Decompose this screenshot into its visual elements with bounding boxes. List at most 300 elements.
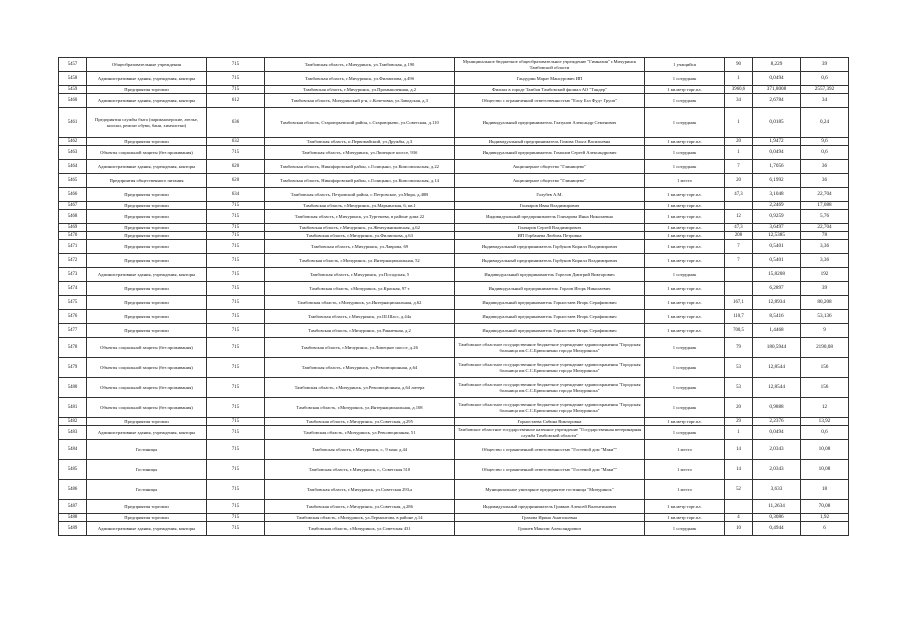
quantity-cell: 53	[725, 358, 753, 378]
owner-name-cell: Индивидуальный предприниматель Горностаев Игорь Серафимович	[455, 324, 645, 338]
owner-name-cell: Индивидуальный предприниматель Горбунов Кирилл Владимирович	[455, 240, 645, 254]
table-row	[59, 480, 849, 500]
row-number-cell: 5479	[59, 358, 87, 378]
annual-mass-cell: 36	[801, 160, 849, 174]
owner-name-cell: Тамбовское областное государственное бюджетное учреждение здравоохранения "Городская больница им.С.С.Брюхоненко города Мичуринска"	[455, 398, 645, 418]
facility-type-cell: Объекты социальной защиты (без проживания)	[87, 146, 207, 160]
address-cell: Тамбовская область, п.Первомайский, ул.Дружбы, д.3	[265, 138, 455, 146]
annual-mass-cell: 18	[801, 480, 849, 500]
facility-type-cell: Предприятия торговли	[87, 324, 207, 338]
area-code-cell: 715	[207, 338, 265, 358]
unit-of-measure-cell: 1 сотрудник	[645, 146, 725, 160]
unit-of-measure-cell: 1 кв.метр торг.пл.	[645, 310, 725, 324]
facility-type-cell: Предприятия торговли	[87, 254, 207, 268]
owner-name-cell: Муниципальное унитарное предприятие гостиница "Мичуринск"	[455, 480, 645, 500]
area-code-cell: 715	[207, 240, 265, 254]
facility-type-cell: Общеобразовательные учреждения	[87, 58, 207, 72]
owner-name-cell: Грошев Максим Александрович	[455, 522, 645, 536]
owner-name-cell: Тамбовское областное государственное казенное учреждение "Государственная ветеринарная служба Тамбовской области"	[455, 426, 645, 440]
unit-of-measure-cell: 1 кв.метр торг.пл.	[645, 296, 725, 310]
facility-type-cell: Предприятия торговли	[87, 500, 207, 514]
facility-type-cell: Предприятия торговли	[87, 138, 207, 146]
unit-of-measure-cell: 1 сотрудник	[645, 72, 725, 86]
table-row	[59, 58, 849, 72]
row-number-cell: 5480	[59, 378, 87, 398]
area-code-cell: 715	[207, 440, 265, 460]
area-code-cell: 715	[207, 398, 265, 418]
annual-mass-cell: 0,6	[801, 72, 849, 86]
owner-name-cell: Общество с ограниченной ответственностью "Елоу Бэл Фуд+ Групп"	[455, 94, 645, 108]
quantity-cell: 208	[725, 232, 753, 240]
annual-mass-cell: 2557,392	[801, 86, 849, 94]
address-cell: Тамбовская область, Староюрьевский район, с.Староюрьево, ул.Советская, д.110	[265, 108, 455, 138]
quantity-cell: 1	[725, 146, 753, 160]
facility-type-cell: Административные здания, учреждения, конторы	[87, 426, 207, 440]
owner-name-cell: ИП Горбанева Любовь Петровна	[455, 232, 645, 240]
quantity-cell: 167,1	[725, 296, 753, 310]
row-number-cell: 5486	[59, 480, 87, 500]
annual-mass-cell: 78	[801, 232, 849, 240]
area-code-cell: 715	[207, 86, 265, 94]
row-number-cell: 5482	[59, 418, 87, 426]
unit-of-measure-cell: 1 место	[645, 460, 725, 480]
row-number-cell: 5462	[59, 138, 87, 146]
facility-type-cell: Административные здания, учреждения, конторы	[87, 160, 207, 174]
address-cell: Тамбовская область, г.Мичуринск, ул.Интернациональная, 52	[265, 254, 455, 268]
area-code-cell: 632	[207, 138, 265, 146]
facility-type-cell: Предприятия торговли	[87, 282, 207, 296]
unit-of-measure-cell: 1 кв.метр торг.пл.	[645, 282, 725, 296]
row-number-cell: 5457	[59, 58, 87, 72]
facility-type-cell: Предприятия службы быта (парикмахерские, ателье, киоски, ремонт обуви, бани, химчистки)	[87, 108, 207, 138]
annual-mass-cell: 0,24	[801, 108, 849, 138]
unit-of-measure-cell: 1 кв.метр торг.пл.	[645, 202, 725, 210]
address-cell: Тамбовская область, Мичуринский р-н, с.Кочетовка, ул.Заводская, д.3	[265, 94, 455, 108]
table-row	[59, 440, 849, 460]
address-cell: Тамбовская область, г.Мичуринск, ул.Советская, д.286	[265, 500, 455, 514]
address-cell: Тамбовская область, г.Мичуринск, г., 9 маяс д.44	[265, 440, 455, 460]
address-cell: Тамбовская область, г.Мичуринск, ул.Ш.Шасс, д.44а	[265, 310, 455, 324]
unit-of-measure-cell: 1 кв.метр торг.пл.	[645, 324, 725, 338]
owner-name-cell: Общество с ограниченной ответственностью "Гостевой дом "Маки""	[455, 440, 645, 460]
address-cell: Тамбовская область, г.Мичуринск, ул.Липецкое шоссе, д.26	[265, 338, 455, 358]
table-body	[59, 58, 849, 536]
facility-type-cell: Предприятия торговли	[87, 296, 207, 310]
table-row	[59, 426, 849, 440]
quantity-cell: 700,5	[725, 324, 753, 338]
facility-type-cell: Гостиницы	[87, 460, 207, 480]
table-row	[59, 398, 849, 418]
row-number-cell: 5470	[59, 232, 87, 240]
area-code-cell: 715	[207, 500, 265, 514]
owner-name-cell: Индивидуальный предприниматель Горлов Игорь Николаевич	[455, 282, 645, 296]
table-row	[59, 174, 849, 188]
row-number-cell: 5460	[59, 94, 87, 108]
table-row	[59, 268, 849, 282]
owner-name-cell: Индивидуальный предприниматель Гомонов Сергей Александрович	[455, 146, 645, 160]
address-cell: Тамбовская область, Петровский район, с.Петровское, ул.Мира, д.48В	[265, 188, 455, 202]
annual-mass-cell: 156	[801, 358, 849, 378]
quantity-cell	[725, 282, 753, 296]
annual-volume-cell: 0,4944	[753, 522, 801, 536]
address-cell: Тамбовская область, г.Мичуринск, ул.Интернациональная, д.108	[265, 398, 455, 418]
owner-name-cell: Акционерное общество "Глинищево"	[455, 174, 645, 188]
area-code-cell: 715	[207, 268, 265, 282]
annual-volume-cell: 3,633	[753, 480, 801, 500]
annual-mass-cell: 3,36	[801, 254, 849, 268]
table-row	[59, 522, 849, 536]
quantity-cell: 110,7	[725, 310, 753, 324]
row-number-cell: 5483	[59, 426, 87, 440]
annual-mass-cell: 2190,08	[801, 338, 849, 358]
table-row	[59, 324, 849, 338]
table-row	[59, 210, 849, 224]
table-row	[59, 310, 849, 324]
annual-volume-cell: 2,0343	[753, 440, 801, 460]
owner-name-cell: Горностаева Сабина Викторовна	[455, 418, 645, 426]
quantity-cell: 7	[725, 240, 753, 254]
address-cell: Тамбовская область, г.Мичуринск, ул.Советская 293,а	[265, 480, 455, 500]
facility-type-cell: Административные здания, учреждения, конторы	[87, 72, 207, 86]
annual-mass-cell: 3,36	[801, 240, 849, 254]
table-row	[59, 418, 849, 426]
facility-type-cell: Предприятия торговли	[87, 514, 207, 522]
area-code-cell: 715	[207, 254, 265, 268]
annual-volume-cell: 0,9259	[753, 210, 801, 224]
quantity-cell: 4	[725, 514, 753, 522]
annual-volume-cell: 2,2469	[753, 202, 801, 210]
address-cell: Тамбовская область, г.Мичуринск, ул.Жемчужниковская, д.62	[265, 224, 455, 232]
annual-volume-cell: 3,6497	[753, 224, 801, 232]
address-cell: Тамбовская область, г.Мичуринск, ул.Липецкое шоссе, 93б	[265, 146, 455, 160]
owner-name-cell: Индивидуальный предприниматель Гравков Алексей Валентинович	[455, 500, 645, 514]
annual-mass-cell: 39	[801, 58, 849, 72]
annual-volume-cell: 15,8208	[753, 268, 801, 282]
quantity-cell: 1	[725, 72, 753, 86]
area-code-cell: 715	[207, 146, 265, 160]
row-number-cell: 5476	[59, 310, 87, 324]
quantity-cell: 34	[725, 94, 753, 108]
owner-name-cell: Голубев А.М.	[455, 188, 645, 202]
address-cell: Тамбовская область, г.Мичуринск, ул.Марьинская, 6, кв.1	[265, 202, 455, 210]
unit-of-measure-cell: 1 место	[645, 440, 725, 460]
unit-of-measure-cell: 1 сотрудник	[645, 94, 725, 108]
annual-volume-cell: 2,0343	[753, 460, 801, 480]
quantity-cell: 20	[725, 174, 753, 188]
quantity-cell	[725, 500, 753, 514]
table-row	[59, 86, 849, 94]
owner-name-cell: Муниципальное бюджетное общеобразовательное учреждение "Гимназия" г.Мичуринск Тамбовской области	[455, 58, 645, 72]
facility-type-cell: Объекты социальной защиты (без проживания)	[87, 338, 207, 358]
row-number-cell: 5469	[59, 224, 87, 232]
row-number-cell: 5489	[59, 522, 87, 536]
table-row	[59, 188, 849, 202]
table-row	[59, 94, 849, 108]
unit-of-measure-cell: 1 сотрудник	[645, 338, 725, 358]
facility-type-cell: Предприятия торговли	[87, 418, 207, 426]
annual-mass-cell: 156	[801, 378, 849, 398]
area-code-cell: 715	[207, 460, 265, 480]
annual-mass-cell: 70,08	[801, 500, 849, 514]
owner-name-cell: Индивидуальный предприниматель Горностаев Игорь Серафимович	[455, 296, 645, 310]
quantity-cell: 20	[725, 138, 753, 146]
annual-volume-cell: 180,5944	[753, 338, 801, 358]
unit-of-measure-cell: 1 кв.метр торг.пл.	[645, 138, 725, 146]
quantity-cell: 52	[725, 480, 753, 500]
annual-volume-cell: 3,1048	[753, 188, 801, 202]
area-code-cell: 715	[207, 282, 265, 296]
annual-volume-cell: 0,0185	[753, 108, 801, 138]
unit-of-measure-cell: 1 место	[645, 174, 725, 188]
table-row	[59, 138, 849, 146]
quantity-cell: 29	[725, 418, 753, 426]
area-code-cell: 715	[207, 418, 265, 426]
annual-volume-cell: 0,0494	[753, 426, 801, 440]
address-cell: Тамбовская область, г.Мичуринск, ул.Революционная, д.64 литера	[265, 378, 455, 398]
quantity-cell: 1	[725, 426, 753, 440]
owner-name-cell: Тамбовское областное государственное бюджетное учреждение здравоохранения "Городская больница им.С.С.Брюхоненко города Мичуринска"	[455, 338, 645, 358]
area-code-cell: 715	[207, 324, 265, 338]
annual-mass-cell: 9	[801, 324, 849, 338]
facility-type-cell: Предприятия торговли	[87, 188, 207, 202]
address-cell: Тамбовская область, г.Мичуринск, ул.Красная, 97 т	[265, 282, 455, 296]
address-cell: Тамбовская область, г.Мичуринск, ул.Лермонтова, в районе д.14	[265, 514, 455, 522]
row-number-cell: 5477	[59, 324, 87, 338]
facility-type-cell: Гостиницы	[87, 440, 207, 460]
owner-name-cell: Тамбовское областное государственное бюджетное учреждение здравоохранения "Городская больница им.С.С.Брюхоненко города Мичуринска"	[455, 358, 645, 378]
annual-volume-cell: 12,8934	[753, 296, 801, 310]
facility-type-cell: Предприятия торговли	[87, 224, 207, 232]
unit-of-measure-cell: 1 кв.метр торг.пл.	[645, 500, 725, 514]
facility-type-cell: Объекты социальной защиты (без проживания)	[87, 378, 207, 398]
address-cell: Тамбовская область, г.Мичуринск, ул.Революционная, 51	[265, 426, 455, 440]
annual-volume-cell: 1,9472	[753, 138, 801, 146]
annual-volume-cell: 0,5401	[753, 254, 801, 268]
facility-type-cell: Административные здания, учреждения, конторы	[87, 94, 207, 108]
row-number-cell: 5468	[59, 210, 87, 224]
unit-of-measure-cell: 1 сотрудник	[645, 522, 725, 536]
area-code-cell: 715	[207, 202, 265, 210]
unit-of-measure-cell: 1 кв.метр торг.пл.	[645, 514, 725, 522]
annual-volume-cell: 371,8008	[753, 86, 801, 94]
area-code-cell: 715	[207, 480, 265, 500]
annual-mass-cell: 5,76	[801, 210, 849, 224]
annual-volume-cell: 0,9888	[753, 398, 801, 418]
area-code-cell: 715	[207, 296, 265, 310]
registry-table	[58, 57, 849, 536]
address-cell: Тамбовская область, Никифоровский район, с.Голицыно, ул.Комсомольская, д.14	[265, 174, 455, 188]
unit-of-measure-cell: 1 кв.метр торг.пл.	[645, 188, 725, 202]
quantity-cell: 14	[725, 460, 753, 480]
owner-name-cell: Индивидуальный предприниматель Горелов Дмитрий Викторович	[455, 268, 645, 282]
unit-of-measure-cell: 1 сотрудник	[645, 426, 725, 440]
annual-volume-cell: 1,7056	[753, 160, 801, 174]
facility-type-cell: Предприятия торговли	[87, 210, 207, 224]
table-row	[59, 108, 849, 138]
quantity-cell: 79	[725, 338, 753, 358]
facility-type-cell: Предприятия общественного питания	[87, 174, 207, 188]
quantity-cell: 47,3	[725, 188, 753, 202]
owner-name-cell: Индивидуальный предприниматель Горбунов Кирилл Владимирович	[455, 254, 645, 268]
row-number-cell: 5484	[59, 440, 87, 460]
quantity-cell: 53	[725, 378, 753, 398]
facility-type-cell: Объекты социальной защиты (без проживания)	[87, 358, 207, 378]
row-number-cell: 5473	[59, 268, 87, 282]
annual-volume-cell: 2,2376	[753, 418, 801, 426]
quantity-cell: 10	[725, 522, 753, 536]
area-code-cell: 715	[207, 224, 265, 232]
row-number-cell: 5478	[59, 338, 87, 358]
owner-name-cell: Гончаров Иван Владимирович	[455, 202, 645, 210]
table-row	[59, 500, 849, 514]
quantity-cell: 7	[725, 254, 753, 268]
address-cell: Тамбовская область, г.Мичуринск, ул.Посадская, 5	[265, 268, 455, 282]
owner-name-cell: Индивидуальный предприниматель Глазунов Александр Семенович	[455, 108, 645, 138]
area-code-cell: 620	[207, 160, 265, 174]
owner-name-cell: Гончаров Сергей Владимирович	[455, 224, 645, 232]
table-row	[59, 160, 849, 174]
address-cell: Тамбовская область, г.Мичуринск, ул.Раннечная, д.2	[265, 324, 455, 338]
annual-mass-cell: 6	[801, 522, 849, 536]
row-number-cell: 5463	[59, 146, 87, 160]
area-code-cell: 715	[207, 72, 265, 86]
annual-mass-cell: 10,08	[801, 460, 849, 480]
annual-volume-cell: 8,229	[753, 58, 801, 72]
owner-name-cell: Грахова Ирина Анатольевна	[455, 514, 645, 522]
annual-volume-cell: 0,5401	[753, 240, 801, 254]
unit-of-measure-cell: 1 кв.метр торг.пл.	[645, 86, 725, 94]
annual-volume-cell: 0,0494	[753, 72, 801, 86]
row-number-cell: 5465	[59, 174, 87, 188]
annual-mass-cell: 53,136	[801, 310, 849, 324]
address-cell: Тамбовская область, г.Мичуринск, ул.Советская, д.295	[265, 418, 455, 426]
annual-mass-cell: 12	[801, 398, 849, 418]
address-cell: Тамбовская область, г.Мичуринск, ул.Революционная, д.64	[265, 358, 455, 378]
unit-of-measure-cell: 1 учащийся	[645, 58, 725, 72]
row-number-cell: 5487	[59, 500, 87, 514]
address-cell: Тамбовская область, Никифоровский район, с.Голицыно, ул.Комсомольская, д.22	[265, 160, 455, 174]
row-number-cell: 5474	[59, 282, 87, 296]
table-row	[59, 146, 849, 160]
table-row	[59, 232, 849, 240]
annual-mass-cell: 17,088	[801, 202, 849, 210]
annual-volume-cell: 0,3086	[753, 514, 801, 522]
row-number-cell: 5488	[59, 514, 87, 522]
facility-type-cell: Административные здания, учреждения, конторы	[87, 522, 207, 536]
unit-of-measure-cell: 1 кв.метр торг.пл.	[645, 232, 725, 240]
quantity-cell	[725, 268, 753, 282]
address-cell: Тамбовская область, г.Мичуринск, ул.Советская 431	[265, 522, 455, 536]
area-code-cell: 612	[207, 94, 265, 108]
facility-type-cell: Предприятия торговли	[87, 86, 207, 94]
annual-mass-cell: 0,6	[801, 146, 849, 160]
address-cell: Тамбовская область, г.Мичуринск, г., Советская 510	[265, 460, 455, 480]
owner-name-cell: Акционерное общество "Глинищево"	[455, 160, 645, 174]
unit-of-measure-cell: 1 место	[645, 480, 725, 500]
annual-mass-cell: 22,704	[801, 224, 849, 232]
unit-of-measure-cell: 1 сотрудник	[645, 108, 725, 138]
row-number-cell: 5459	[59, 86, 87, 94]
area-code-cell: 715	[207, 232, 265, 240]
annual-volume-cell: 8,5416	[753, 310, 801, 324]
owner-name-cell: Индивидуальный предприниматель Гомова Ольга Васильевна	[455, 138, 645, 146]
address-cell: Тамбовская область, г.Мичуринск, ул.Тургенева, в районе дома 22	[265, 210, 455, 224]
address-cell: Тамбовская область, г.Мичуринск, ул.Тамбовская, д.190	[265, 58, 455, 72]
quantity-cell: 20	[725, 398, 753, 418]
table-row	[59, 378, 849, 398]
annual-volume-cell: 6,2897	[753, 282, 801, 296]
annual-mass-cell: 13,92	[801, 418, 849, 426]
area-code-cell: 715	[207, 514, 265, 522]
annual-volume-cell: 2,6784	[753, 94, 801, 108]
area-code-cell: 715	[207, 426, 265, 440]
unit-of-measure-cell: 1 сотрудник	[645, 358, 725, 378]
area-code-cell: 620	[207, 174, 265, 188]
facility-type-cell: Предприятия торговли	[87, 310, 207, 324]
unit-of-measure-cell: 1 сотрудник	[645, 268, 725, 282]
table-row	[59, 240, 849, 254]
quantity-cell: 1	[725, 108, 753, 138]
row-number-cell: 5467	[59, 202, 87, 210]
quantity-cell: 47,3	[725, 224, 753, 232]
table-row	[59, 72, 849, 86]
quantity-cell: 12	[725, 210, 753, 224]
owner-name-cell: Гандурин Марат Мансурович ИП	[455, 72, 645, 86]
facility-type-cell: Предприятия торговли	[87, 202, 207, 210]
area-code-cell: 715	[207, 58, 265, 72]
unit-of-measure-cell: 1 сотрудник	[645, 378, 725, 398]
address-cell: Тамбовская область, г.Мичуринск, ул.Филиппова, д.49б	[265, 72, 455, 86]
owner-name-cell: Индивидуальный предприниматель Горностаев Игорь Серафимович	[455, 310, 645, 324]
unit-of-measure-cell: 1 сотрудник	[645, 160, 725, 174]
annual-mass-cell: 36	[801, 174, 849, 188]
address-cell: Тамбовская область, г.Мичуринск, ул.Лаврова, 69	[265, 240, 455, 254]
annual-mass-cell: 10,08	[801, 440, 849, 460]
quantity-cell: 7	[725, 160, 753, 174]
unit-of-measure-cell: 1 кв.метр торг.пл.	[645, 210, 725, 224]
table-row	[59, 358, 849, 378]
annual-mass-cell: 80,208	[801, 296, 849, 310]
address-cell: Тамбовская область, г.Мичуринск, ул.Филиппова, д.63	[265, 232, 455, 240]
facility-type-cell: Объекты социальной защиты (без проживания)	[87, 398, 207, 418]
table-row	[59, 460, 849, 480]
table-row	[59, 202, 849, 210]
annual-volume-cell: 12,8544	[753, 358, 801, 378]
area-code-cell: 634	[207, 188, 265, 202]
owner-name-cell: Общество с ограниченной ответственностью "Гостевой дом "Маки""	[455, 460, 645, 480]
unit-of-measure-cell: 1 кв.метр торг.пл.	[645, 418, 725, 426]
table-row	[59, 514, 849, 522]
unit-of-measure-cell: 1 кв.метр торг.пл.	[645, 224, 725, 232]
annual-volume-cell: 11,2634	[753, 500, 801, 514]
annual-mass-cell: 34	[801, 94, 849, 108]
table-row	[59, 254, 849, 268]
facility-type-cell: Предприятия торговли	[87, 232, 207, 240]
table-row	[59, 296, 849, 310]
annual-volume-cell: 0,0494	[753, 146, 801, 160]
facility-type-cell: Административные здания, учреждения, конторы	[87, 268, 207, 282]
owner-name-cell: Филиал в городе Тамбов Тамбовский филиал АО "Тандер"	[455, 86, 645, 94]
unit-of-measure-cell: 1 кв.метр торг.пл.	[645, 254, 725, 268]
annual-mass-cell: 22,704	[801, 188, 849, 202]
area-code-cell: 715	[207, 522, 265, 536]
row-number-cell: 5466	[59, 188, 87, 202]
quantity-cell: 14	[725, 440, 753, 460]
annual-mass-cell: 0,6	[801, 426, 849, 440]
annual-volume-cell: 12,5385	[753, 232, 801, 240]
area-code-cell: 715	[207, 358, 265, 378]
quantity-cell	[725, 202, 753, 210]
